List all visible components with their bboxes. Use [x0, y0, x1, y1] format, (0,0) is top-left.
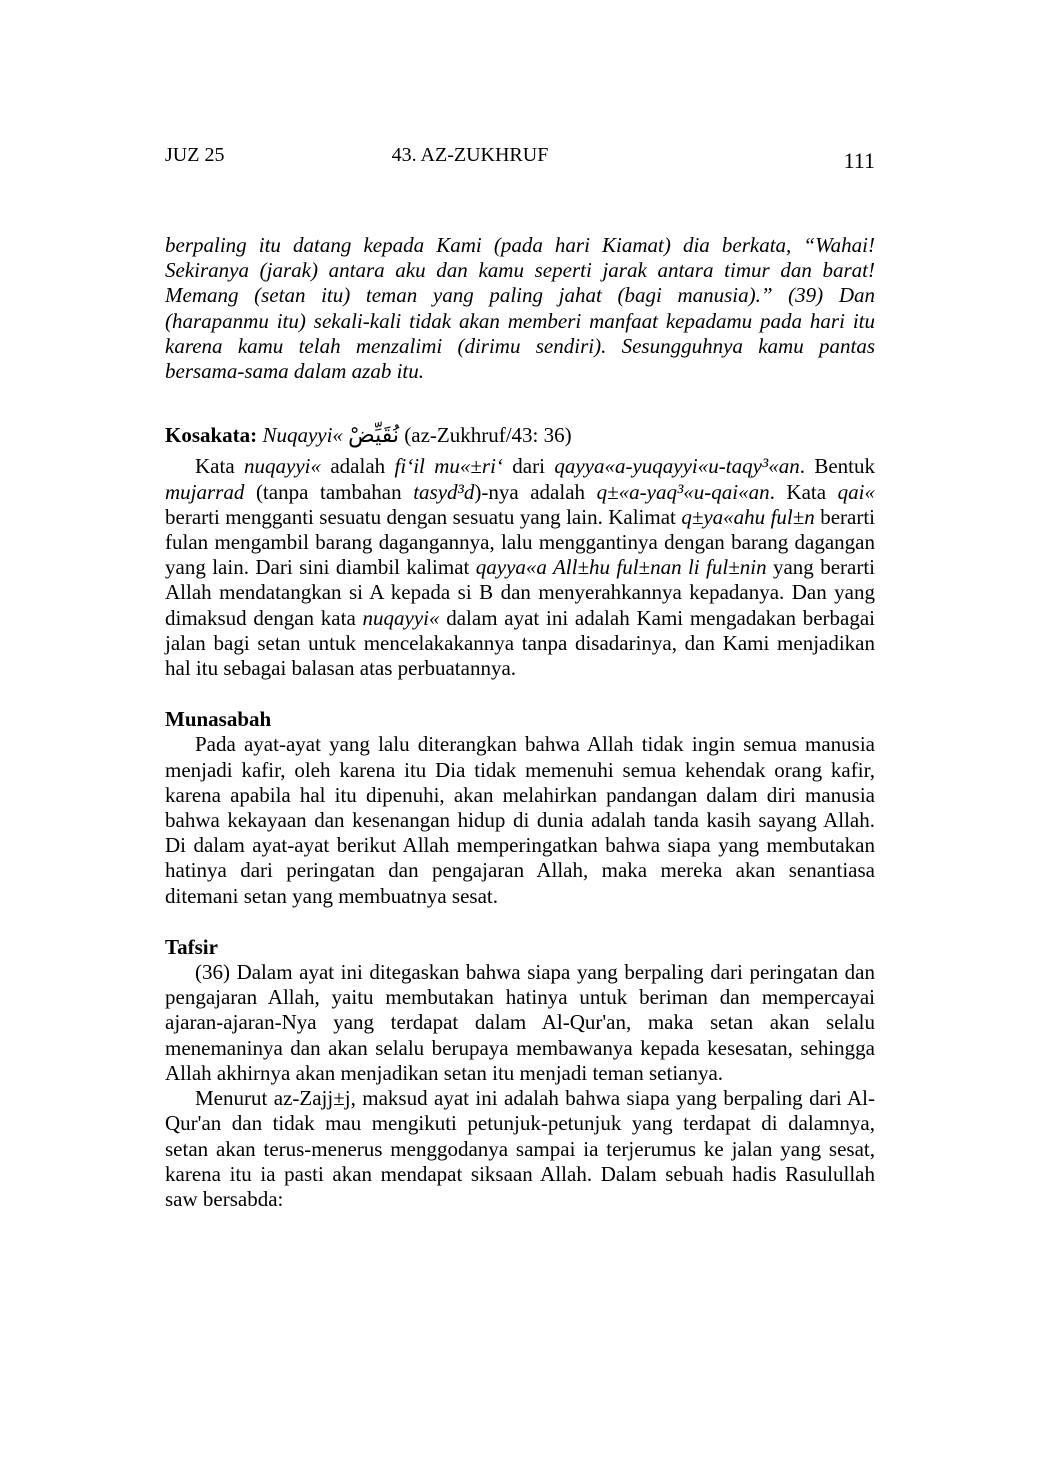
kosakata-line [165, 423, 875, 448]
running-header [165, 144, 875, 174]
tafsir-paragraph-1: (36) Dalam ayat ini ditegaskan bahwa siapa yang berpaling dari peringatan dan pengajaran Allah, yaitu membutakan hatinya untuk beriman dan mempercayai ajaran-ajaran-Nya yang terdapat dalam Al-Qur'an, maka setan akan selalu menemaninya dan akan selalu berupaya membawanya kepada kesesatan, sehingga Allah akhirnya akan menjadikan setan itu menjadi teman setianya. [165, 960, 875, 1085]
tafsir-paragraph-2: Menurut az-Zajj±j, maksud ayat ini adalah bahwa siapa yang berpaling dari Al-Qur'an dan tidak mau mengikuti petunjuk-petunjuk yang terdapat di dalamnya, setan akan terus-menerus menggodanya sampai ia terjerumus ke jalan yang sesat, karena itu ia pasti akan mendapat siksaan Allah. Dalam sebuah hadis Rasulullah saw bersabda: [165, 1086, 875, 1211]
kosakata-term: Nuqayyi« [262, 423, 343, 448]
surah-title: 43. AZ-ZUKHRUF [391, 144, 549, 166]
juz-label: JUZ 25 [165, 144, 225, 166]
tafsir-heading: Tafsir [165, 934, 218, 959]
translation-paragraph: berpaling itu datang kepada Kami (pada hari Kiamat) dia berkata, “Wahai! Sekiranya (jarak) antara aku dan kamu seperti jarak antara timur dan barat! Memang (setan itu) teman yang paling jahat (bagi manusia).” (39) Dan (harapanmu itu) sekali-kali tidak akan memberi manfaat kepadamu pada hari itu karena kamu telah menzalimi (dirimu sendiri). Sesungguhnya kamu pantas bersama-sama dalam azab itu. [165, 233, 875, 384]
page-number: 111 [843, 148, 875, 173]
kosakata-arabic: نُقَيِّضْ [348, 423, 400, 449]
munasabah-paragraph: Pada ayat-ayat yang lalu diterangkan bahwa Allah tidak ingin semua manusia menjadi kafir, oleh karena itu Dia tidak memenuhi semua kehendak orang kafir, karena apabila hal itu dipenuhi, akan melahirkan pandangan dalam diri manusia bahwa kekayaan dan kesenangan hidup di dunia adalah tanda kasih sayang Allah. Di dalam ayat-ayat berikut Allah memperingatkan bahwa siapa yang membutakan hatinya dari peringatan dan pengajaran Allah, maka mereka akan senantiasa ditemani setan yang membuatnya sesat. [165, 732, 875, 908]
munasabah-heading: Munasabah [165, 707, 272, 732]
page-content [165, 233, 875, 1212]
kosakata-paragraph: Kata nuqayyi« adalah fi‘il mu«±ri‘ dari qayya«a-yuqayyi«u-taqy³«an. Bentuk mujarrad (tanpa tambahan tasyd³d)-nya adalah q±«a-yaq³«u-qai«an. Kata qai« berarti mengganti sesuatu dengan sesuatu yang lain. Kalimat q±ya«ahu ful±n berarti fulan mengambil barang dagangannya, lalu menggantinya dengan barang dagangan yang lain. Dari sini diambil kalimat qayya«a All±hu ful±nan li ful±nin yang berarti Allah mendatangkan si A kepada si B dan menyerahkannya kepadanya. Dan yang dimaksud dengan kata nuqayyi« dalam ayat ini adalah Kami mengadakan berbagai jalan bagi setan untuk mencelakakannya tanpa disadarinya, dan Kami menjadikan hal itu sebagai balasan atas perbuatannya. [165, 454, 876, 681]
kosakata-label: Kosakata: [165, 423, 258, 448]
kosakata-ref: (az-Zukhruf/43: 36) [404, 423, 572, 448]
